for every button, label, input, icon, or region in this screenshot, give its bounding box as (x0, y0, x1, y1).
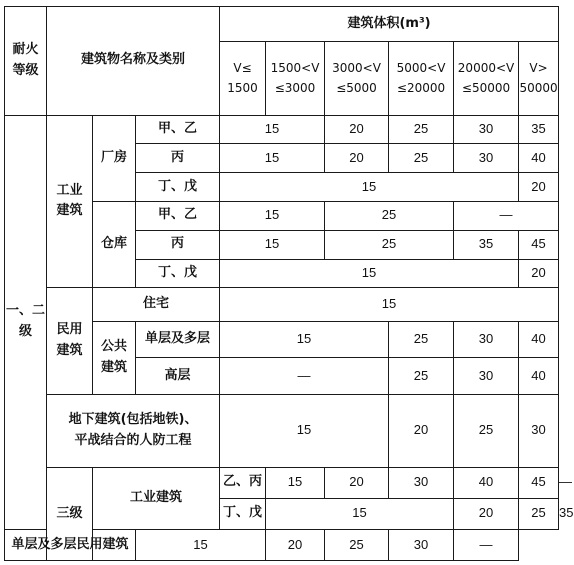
value-cell: — (220, 358, 389, 395)
header-volume-range-1: V≤ 1500 (220, 42, 266, 115)
value-cell: 45 (519, 467, 559, 498)
category-cell: 乙、丙 (220, 467, 266, 498)
category-cell: 甲、乙 (136, 115, 220, 144)
category-cell: 丙 (136, 230, 220, 259)
grade-3-civil-low-label: 单层及多层民用建筑 (5, 529, 136, 560)
value-cell: 30 (454, 144, 519, 173)
table-row (5, 394, 559, 467)
header-volume-range-5: 20000<V ≤50000 (454, 42, 519, 115)
value-cell: 20 (266, 529, 325, 560)
value-cell: 20 (389, 394, 454, 467)
value-cell: 20 (519, 173, 559, 202)
value-cell: 30 (389, 467, 454, 498)
value-cell: 15 (220, 115, 325, 144)
value-cell: 15 (266, 498, 454, 529)
value-cell: 45 (519, 230, 559, 259)
value-cell: 25 (325, 230, 454, 259)
value-cell: 15 (136, 529, 266, 560)
category-cell: 丙 (136, 144, 220, 173)
residential-label: 住宅 (93, 288, 220, 321)
grade-1-2-label: 一、二 级 (5, 115, 47, 529)
value-cell: 20 (325, 467, 389, 498)
value-cell: 25 (389, 115, 454, 144)
value-cell: 30 (454, 321, 519, 358)
value-cell: 15 (266, 467, 325, 498)
category-cell: 高层 (136, 358, 220, 395)
table-row (5, 288, 559, 321)
value-cell: 20 (325, 144, 389, 173)
value-cell: 15 (220, 321, 389, 358)
value-cell: 30 (519, 394, 559, 467)
header-volume-range-6: V> 50000 (519, 42, 559, 115)
value-cell: 40 (519, 144, 559, 173)
category-cell: 甲、乙 (136, 201, 220, 230)
value-cell: 20 (325, 115, 389, 144)
value-cell: 25 (325, 529, 389, 560)
table-row (5, 115, 559, 144)
value-cell: 30 (454, 358, 519, 395)
table-row: 丁、戊 15 20 25 35 (5, 498, 559, 529)
value-cell: 15 (220, 201, 325, 230)
category-cell: 丁、戊 (136, 259, 220, 288)
value-cell: 20 (519, 259, 559, 288)
header-volume-range-2: 1500<V ≤3000 (266, 42, 325, 115)
header-building-type: 建筑物名称及类别 (47, 7, 220, 116)
warehouse-label: 仓库 (93, 201, 136, 287)
value-cell: 20 (454, 498, 519, 529)
value-cell: 40 (519, 321, 559, 358)
category-cell: 丁、戊 (220, 498, 266, 529)
header-fire-grade: 耐火 等级 (5, 7, 47, 116)
value-cell: 25 (454, 394, 519, 467)
value-cell: 15 (220, 288, 559, 321)
value-cell: 30 (454, 115, 519, 144)
value-cell: 35 (519, 115, 559, 144)
category-cell: 丁、戊 (136, 173, 220, 202)
value-cell: 35 (454, 230, 519, 259)
value-cell: — (454, 201, 559, 230)
header-volume-range-4: 5000<V ≤20000 (389, 42, 454, 115)
industrial-building-label: 工业 建筑 (47, 115, 93, 288)
header-volume-title: 建筑体积(m³) (220, 7, 559, 42)
value-cell: — (454, 529, 519, 560)
header-volume-range-3: 3000<V ≤5000 (325, 42, 389, 115)
value-cell: 15 (220, 173, 519, 202)
value-cell: 15 (220, 259, 519, 288)
category-cell: 单层及多层 (136, 321, 220, 358)
value-cell: 15 (220, 144, 325, 173)
fire-water-volume-table (4, 6, 574, 561)
table-row (5, 529, 559, 560)
grade-3-industrial-label: 工业建筑 (93, 467, 220, 529)
public-building-label: 公共 建筑 (93, 321, 136, 394)
grade-3-label: 三级 (47, 467, 93, 560)
value-cell: 25 (389, 321, 454, 358)
value-cell: 30 (389, 529, 454, 560)
civil-building-label: 民用 建筑 (47, 288, 93, 394)
value-cell: 40 (454, 467, 519, 498)
value-cell: 25 (389, 358, 454, 395)
value-cell: 15 (220, 394, 389, 467)
underground-label: 地下建筑(包括地铁)、 平战结合的人防工程 (47, 394, 220, 467)
value-cell: 40 (519, 358, 559, 395)
value-cell: 25 (389, 144, 454, 173)
factory-label: 厂房 (93, 115, 136, 201)
value-cell: 15 (220, 230, 325, 259)
table-row: 三级 工业建筑 乙、丙 15 20 30 40 45 — (5, 467, 559, 498)
value-cell: 25 (325, 201, 454, 230)
value-cell: 25 (519, 498, 559, 529)
